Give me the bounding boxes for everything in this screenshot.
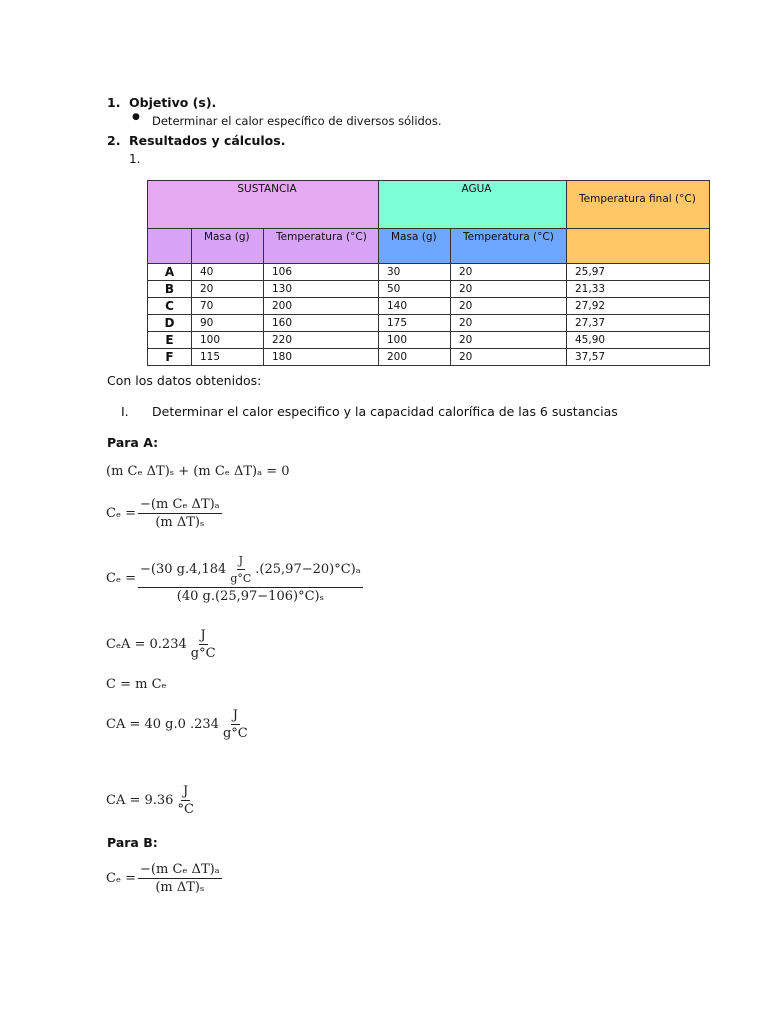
cell-temp-agua: 20 [451, 298, 567, 315]
item-number: I. [121, 404, 129, 419]
ceb-fraction [138, 862, 222, 895]
heat-capacity-definition: C = m Cₑ [106, 677, 167, 692]
cell-masa-sustancia: 70 [192, 298, 264, 315]
cell-temp-sustancia: 180 [264, 349, 379, 366]
unit-gc: g°C [190, 646, 216, 661]
ca-calculation [106, 708, 252, 741]
cell-masa-agua: 200 [379, 349, 451, 366]
para-a-heading: Para A: [107, 435, 159, 450]
unit-j: J [237, 553, 245, 570]
cell-temp-agua: 20 [451, 264, 567, 281]
ce-sub-num-part1: −(30 g.4,184 [140, 562, 227, 577]
header-temp-sustancia: Temperatura (°C) [264, 229, 379, 264]
unit-j: J [183, 784, 189, 799]
cell-temp-agua: 20 [451, 281, 567, 298]
unit-gc: g°C [230, 572, 252, 585]
cell-final-temp: 37,57 [567, 349, 710, 366]
header-final-blank [567, 229, 710, 264]
row-label: A [148, 264, 192, 281]
header-masa-sustancia: Masa (g) [192, 229, 264, 264]
ce-formula [106, 497, 224, 530]
cell-masa-sustancia: 20 [192, 281, 264, 298]
ce-fraction [138, 497, 222, 530]
cell-masa-agua: 175 [379, 315, 451, 332]
section-2-title: Resultados y cálculos. [129, 133, 286, 148]
cea-lhs: CₑA = 0.234 [106, 637, 187, 652]
cell-temp-agua: 20 [451, 315, 567, 332]
ce-sub-lhs: Cₑ = [106, 571, 137, 586]
unit-fraction [228, 553, 253, 586]
table-row [148, 349, 710, 366]
cell-masa-sustancia: 115 [192, 349, 264, 366]
cell-masa-sustancia: 40 [192, 264, 264, 281]
ca-result [106, 784, 198, 817]
ce-sub-denominator: (40 g.(25,97−106)°C)ₛ [176, 589, 324, 604]
section-1-number: 1. [107, 95, 121, 110]
cell-final-temp: 27,37 [567, 315, 710, 332]
ce-substitution [106, 553, 365, 604]
cell-masa-agua: 100 [379, 332, 451, 349]
ca-calc-unit [221, 708, 250, 741]
ce-sub-numerator [138, 553, 363, 588]
cell-final-temp: 27,92 [567, 298, 710, 315]
section-2-number: 2. [107, 133, 121, 148]
table-row [148, 298, 710, 315]
row-label: D [148, 315, 192, 332]
header-agua: AGUA [379, 181, 567, 229]
cell-temp-agua: 20 [451, 332, 567, 349]
header-blank-cell [148, 229, 192, 264]
table-row [148, 281, 710, 298]
section-1-title: Objetivo (s). [129, 95, 217, 110]
header-masa-agua: Masa (g) [379, 229, 451, 264]
ce-denominator: (m ΔT)ₛ [155, 515, 205, 530]
ca-calc-lhs: CA = 40 g.0 .234 [106, 717, 219, 732]
cell-final-temp: 25,97 [567, 264, 710, 281]
results-table [147, 180, 710, 366]
header-final-temp: Temperatura final (°C) [567, 181, 710, 229]
unit-j: J [232, 708, 238, 723]
cell-temp-agua: 20 [451, 349, 567, 366]
header-temp-agua: Temperatura (°C) [451, 229, 567, 264]
ce-sub-num-part2: .(25,97−20)°C)ₐ [255, 562, 361, 577]
cell-masa-sustancia: 90 [192, 315, 264, 332]
cell-masa-agua: 30 [379, 264, 451, 281]
ceb-denominator: (m ΔT)ₛ [155, 880, 205, 895]
table-row [148, 315, 710, 332]
item-text: Determinar el calor especifico y la capacidad calorífica de las 6 sustancias [152, 404, 618, 419]
intro-text: Con los datos obtenidos: [107, 373, 262, 388]
cell-temp-sustancia: 160 [264, 315, 379, 332]
table-row [148, 264, 710, 281]
cell-final-temp: 45,90 [567, 332, 710, 349]
unit-j: J [200, 628, 206, 643]
ca-result-unit [175, 784, 195, 817]
subsection-number: 1. [129, 152, 141, 166]
unit-gc: g°C [222, 726, 248, 741]
ceb-numerator: −(m Cₑ ΔT)ₐ [140, 862, 220, 877]
ce-sub-fraction [138, 553, 363, 604]
row-label: E [148, 332, 192, 349]
cell-temp-sustancia: 130 [264, 281, 379, 298]
cell-masa-sustancia: 100 [192, 332, 264, 349]
objective-text: Determinar el calor específico de diversos sólidos. [152, 114, 442, 128]
cea-unit-fraction [189, 628, 218, 661]
para-b-heading: Para B: [107, 835, 158, 850]
row-label: B [148, 281, 192, 298]
ce-lhs: Cₑ = [106, 506, 137, 521]
cell-temp-sustancia: 220 [264, 332, 379, 349]
cell-final-temp: 21,33 [567, 281, 710, 298]
row-label: C [148, 298, 192, 315]
header-sustancia: SUSTANCIA [148, 181, 379, 229]
ceb-formula [106, 862, 224, 895]
cell-temp-sustancia: 106 [264, 264, 379, 281]
cell-masa-agua: 50 [379, 281, 451, 298]
table-row [148, 332, 710, 349]
ca-result-lhs: CA = 9.36 [106, 793, 174, 808]
cea-result [106, 628, 220, 661]
unit-deg-c: °C [177, 802, 194, 817]
ceb-lhs: Cₑ = [106, 871, 137, 886]
cell-masa-agua: 140 [379, 298, 451, 315]
energy-balance-equation: (m Cₑ ΔT)ₛ + (m Cₑ ΔT)ₐ = 0 [106, 464, 290, 479]
row-label: F [148, 349, 192, 366]
ce-numerator: −(m Cₑ ΔT)ₐ [140, 497, 220, 512]
cell-temp-sustancia: 200 [264, 298, 379, 315]
bullet-icon: ● [132, 112, 140, 122]
